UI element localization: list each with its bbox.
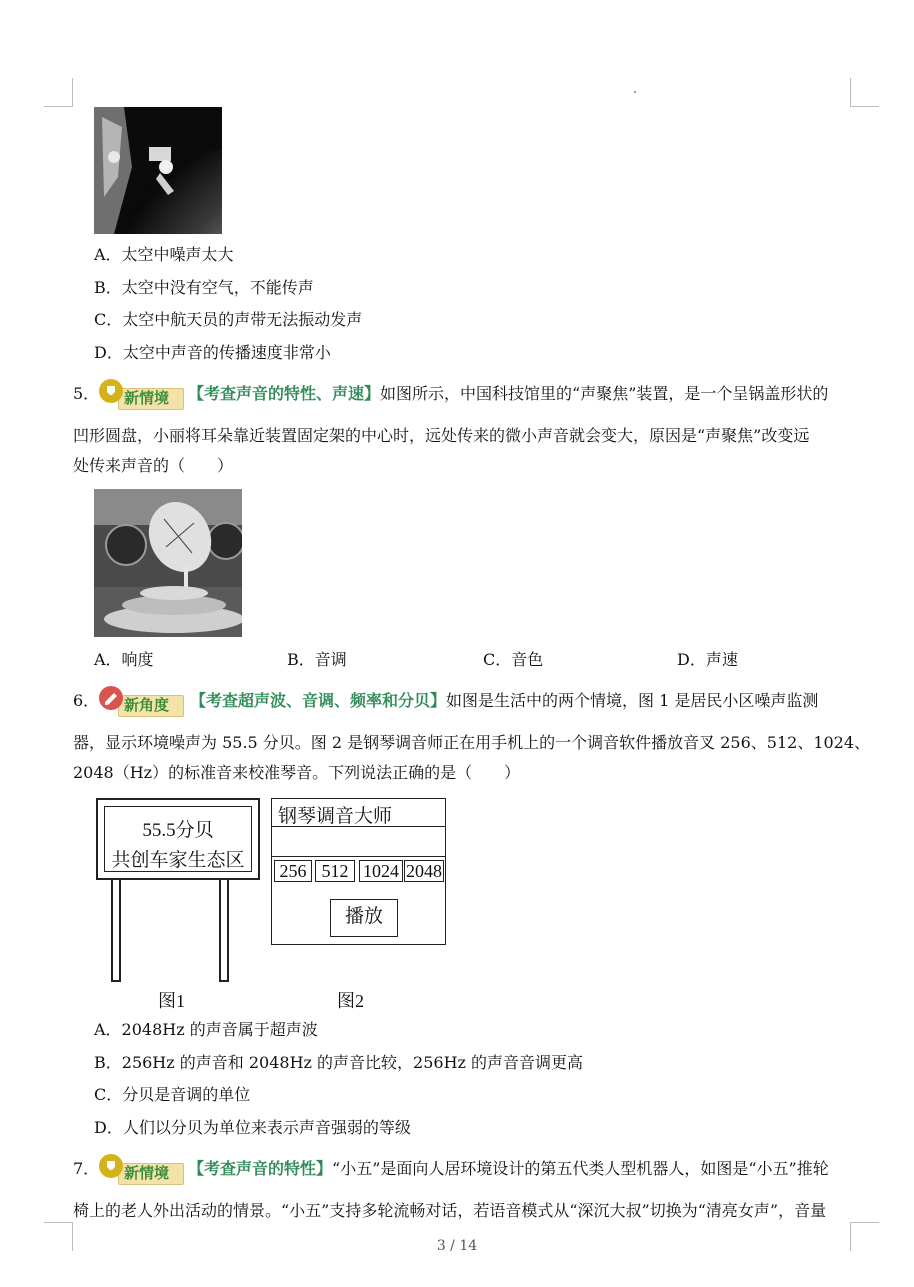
bulb-icon <box>98 378 124 404</box>
q5-option-d: D．声速 <box>677 650 738 669</box>
crop-mark-top-right <box>850 78 879 107</box>
fig1-post-left <box>111 880 121 982</box>
fig1-reading: 55.5分贝 <box>142 820 214 841</box>
q5-option-a: A．响度 <box>94 650 154 669</box>
tone-1024-button[interactable]: 1024 <box>359 860 403 882</box>
q6-option-c: C．分贝是音调的单位 <box>94 1085 251 1104</box>
q7-tag: 【考查声音的特性】 <box>188 1159 333 1178</box>
q6-option-a: A．2048Hz 的声音属于超声波 <box>94 1020 318 1039</box>
q5-line2: 凹形圆盘，小丽将耳朵靠近装置固定架的中心时，远处传来的微小声音就会变大，原因是“声聚焦”改变远 <box>73 426 810 445</box>
tone-2048-button[interactable]: 2048 <box>406 861 442 881</box>
q5-text1: 如图所示，中国科技馆里的“声聚焦”装置，是一个呈锅盖形状的 <box>380 384 829 403</box>
q4-option-c: C．太空中航天员的声带无法振动发声 <box>94 310 363 329</box>
q6-line2: 器，显示环境噪声为 55.5 分贝。图 2 是钢琴调音师正在用手机上的一个调音软件播放音叉 256、512、1024、 <box>73 733 871 752</box>
q6-line1 <box>190 691 818 711</box>
q5-tag: 【考查声音的特性、声速】 <box>188 384 381 403</box>
q4-option-a: A．太空中噪声太大 <box>94 245 234 264</box>
sound-focus-photo <box>94 489 242 637</box>
q6-line3: 2048（Hz）的标准音来校准琴音。下列说法正确的是（ ） <box>73 763 521 782</box>
q5-option-c: C．音色 <box>483 650 544 669</box>
tone-512-button[interactable]: 512 <box>315 860 355 882</box>
q7-line1 <box>188 1159 829 1179</box>
tone-256-button[interactable]: 256 <box>274 860 312 882</box>
q5-line1 <box>188 384 828 404</box>
speck <box>634 91 636 93</box>
q5-number: 5． <box>73 384 100 403</box>
fig2-title: 钢琴调音大师 <box>278 806 393 827</box>
astronaut-photo <box>94 107 222 234</box>
fig1-caption: 图1 <box>158 991 185 1011</box>
q5-option-b: B．音调 <box>287 650 347 669</box>
q6-number: 6． <box>73 691 100 710</box>
fig2-caption: 图2 <box>337 991 364 1011</box>
q7-text1: “小五”是面向人居环境设计的第五代类人型机器人，如图是“小五”推轮 <box>332 1159 829 1178</box>
pencil-icon <box>98 685 124 711</box>
q5-line3: 处传来声音的（ ） <box>73 456 234 475</box>
q4-option-b: B．太空中没有空气，不能传声 <box>94 278 314 297</box>
bulb-icon <box>98 1153 124 1179</box>
q6-badge: 新角度 <box>98 685 184 715</box>
fig1-post-right <box>219 880 229 982</box>
q6-tag: 【考查超声波、音调、频率和分贝】 <box>190 691 447 710</box>
crop-mark-top-left <box>44 78 73 107</box>
q6-option-d: D．人们以分贝为单位来表示声音强弱的等级 <box>94 1118 411 1137</box>
q7-line2: 椅上的老人外出活动的情景。“小五”支持多轮流畅对话，若语音模式从“深沉大叔”切换为“清亮女声”，音量 <box>73 1201 827 1220</box>
q5-badge: 新情境 <box>98 378 184 408</box>
q7-badge: 新情境 <box>98 1153 184 1183</box>
q6-text1: 如图是生活中的两个情境，图 1 是居民小区噪声监测 <box>446 691 819 710</box>
play-button[interactable]: 播放 <box>330 899 398 937</box>
q4-option-d: D．太空中声音的传播速度非常小 <box>94 343 331 362</box>
fig1-slogan: 共创车家生态区 <box>111 850 245 871</box>
q6-option-b: B．256Hz 的声音和 2048Hz 的声音比较，256Hz 的声音音调更高 <box>94 1053 584 1072</box>
page-number: 3 / 14 <box>436 1238 478 1254</box>
q7-number: 7． <box>73 1159 100 1178</box>
fig2-button-divider <box>271 856 446 857</box>
